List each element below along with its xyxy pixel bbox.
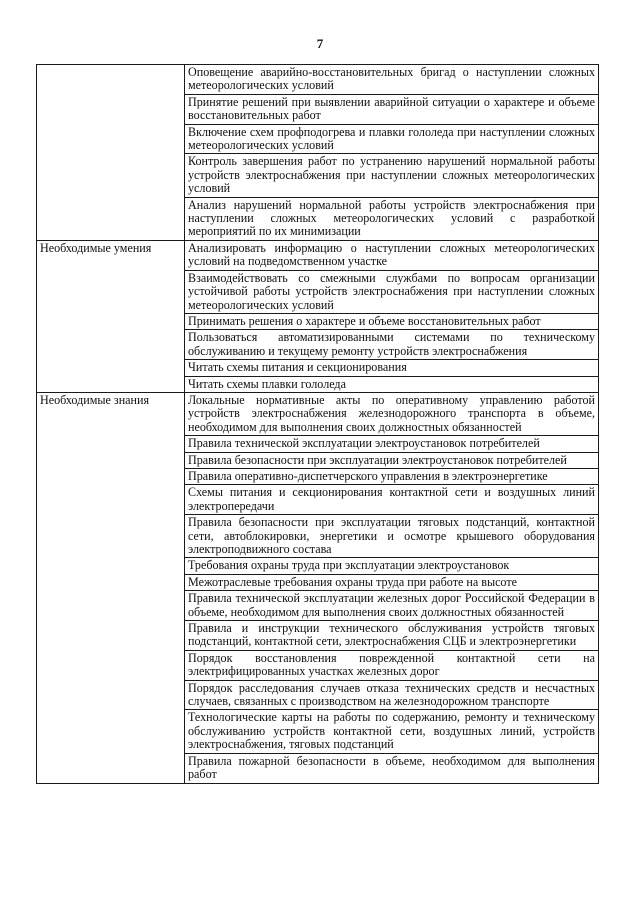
section-label-empty (37, 65, 185, 241)
requirement-item: Правила безопасности при эксплуатации тяговых подстанций, контактной сети, автоблокировки, энергетики и осмотре крышевого оборудования электроподвижного состава (185, 515, 599, 558)
requirement-item: Правила и инструкции технического обслуживания устройств тяговых подстанций, контактной сети, электроснабжения СЦБ и электроэнергетики (185, 621, 599, 651)
table-row (37, 392, 599, 435)
requirement-item: Технологические карты на работы по содержанию, ремонту и техническому обслуживанию устройств контактной сети, воздушных линий, устройств электроснабжения, тяговых подстанций (185, 710, 599, 753)
table-body (37, 65, 599, 784)
requirement-item: Схемы питания и секционирования контактной сети и воздушных линий электропередачи (185, 485, 599, 515)
table-row (37, 240, 599, 270)
requirement-item: Взаимодействовать со смежными службами по вопросам организации устойчивой работы устройств электроснабжения при наступлении сложных метеорологических условий (185, 270, 599, 313)
requirement-item: Правила технической эксплуатации железных дорог Российской Федерации в объеме, необходимом для выполнения своих должностных обязанностей (185, 591, 599, 621)
requirement-item: Правила технической эксплуатации электроустановок потребителей (185, 436, 599, 452)
requirement-item: Оповещение аварийно-восстановительных бригад о наступлении сложных метеорологических условий (185, 65, 599, 95)
requirement-item: Включение схем профподогрева и плавки гололеда при наступлении сложных метеорологических условий (185, 124, 599, 154)
requirement-item: Принятие решений при выявлении аварийной ситуации о характере и объеме восстановительных работ (185, 94, 599, 124)
requirement-item: Принимать решения о характере и объеме восстановительных работ (185, 313, 599, 329)
requirement-item: Читать схемы питания и секционирования (185, 360, 599, 376)
requirement-item: Локальные нормативные акты по оперативному управлению работой устройств электроснабжения железнодорожного транспорта в объеме, необходимом для выполнения своих должностных обязанностей (185, 392, 599, 435)
section-label: Необходимые умения (37, 240, 185, 392)
section-label: Необходимые знания (37, 392, 185, 783)
requirement-item: Межотраслевые требования охраны труда при работе на высоте (185, 574, 599, 590)
requirement-item: Анализировать информацию о наступлении сложных метеорологических условий на подведомственном участке (185, 240, 599, 270)
table-row (37, 65, 599, 95)
requirement-item: Порядок расследования случаев отказа технических средств и несчастных случаев, связанных с производством на железнодорожном транспорте (185, 680, 599, 710)
requirement-item: Читать схемы плавки гололеда (185, 376, 599, 392)
requirement-item: Контроль завершения работ по устранению нарушений нормальной работы устройств электроснабжения при наступлении сложных метеорологических условий (185, 154, 599, 197)
requirement-item: Требования охраны труда при эксплуатации электроустановок (185, 558, 599, 574)
requirement-item: Правила оперативно-диспетчерского управления в электроэнергетике (185, 468, 599, 484)
requirements-table (36, 64, 599, 784)
page-number: 7 (316, 36, 324, 51)
requirement-item: Порядок восстановления поврежденной контактной сети на электрифицированных участках железных дорог (185, 650, 599, 680)
requirement-item: Правила пожарной безопасности в объеме, необходимом для выполнения работ (185, 753, 599, 783)
requirement-item: Пользоваться автоматизированными системами по техническому обслуживанию и текущему ремонту устройств электроснабжения (185, 330, 599, 360)
requirement-item: Анализ нарушений нормальной работы устройств электроснабжения при наступлении сложных метеорологических условий с разработкой мероприятий по их минимизации (185, 197, 599, 240)
requirement-item: Правила безопасности при эксплуатации электроустановок потребителей (185, 452, 599, 468)
